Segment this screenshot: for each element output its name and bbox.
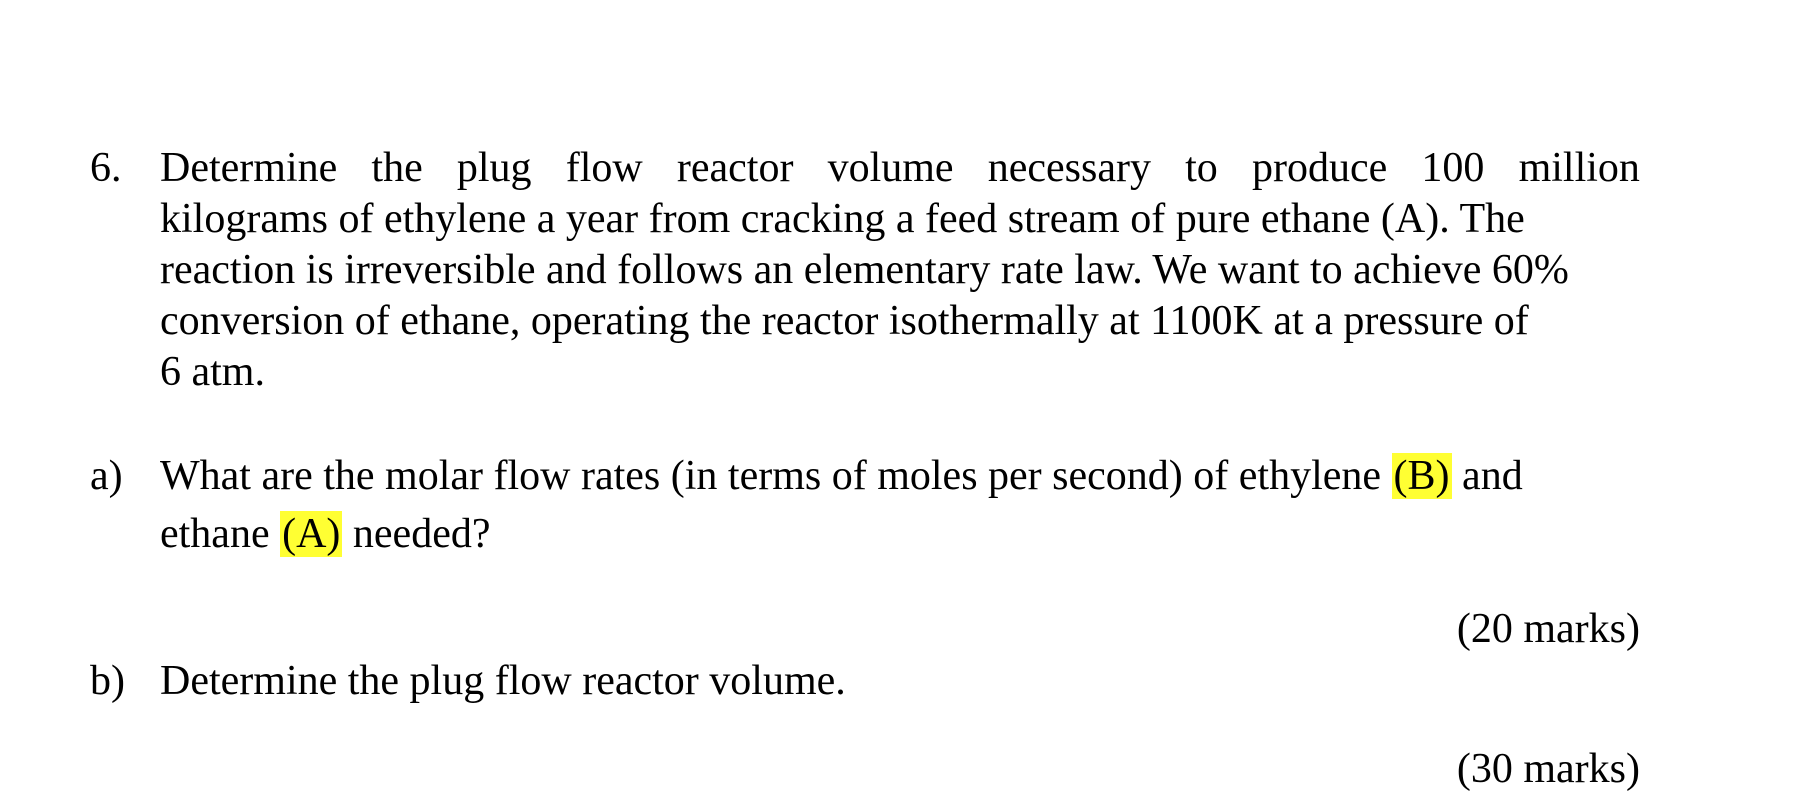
question-line-1 [160,142,1640,194]
part-a-line-2-tail: needed? [342,511,491,557]
question-word: the [371,145,423,191]
question-number: 6. [90,145,122,191]
question-line-5: 6 atm. [160,349,265,395]
part-a-line-1 [160,450,1523,502]
question-word: volume [827,145,954,191]
question-word: plug [456,145,532,191]
part-b-label: b) [90,658,125,704]
question-word: 100 [1421,145,1485,191]
question-word: flow [565,145,643,191]
question-word: reactor [676,145,794,191]
question-word: necessary [987,145,1151,191]
part-a-highlight-a: (A) [282,511,341,557]
part-a-marks: (20 marks) [1456,606,1640,652]
question-line-3: reaction is irreversible and follows an elementary rate law. We want to achieve 60% [160,247,1569,293]
question-word: to [1185,145,1218,191]
part-a-line-2 [160,508,490,560]
part-b-marks: (30 marks) [1456,746,1640,792]
part-a-label: a) [90,453,123,499]
part-b-text: Determine the plug flow reactor volume. [160,658,846,704]
question-line-2: kilograms of ethylene a year from cracking a feed stream of pure ethane (A). The [160,196,1525,242]
part-a-line-2-text: ethane [160,511,281,557]
part-a-line-1-text: What are the molar flow rates (in terms of moles per second) of ethylene [160,453,1392,499]
question-word: Determine [160,145,338,191]
question-line-4: conversion of ethane, operating the reactor isothermally at 1100K at a pressure of [160,298,1529,344]
part-a-highlight-b: (B) [1393,453,1450,499]
part-a-line-1-tail: and [1451,453,1523,499]
question-word: million [1518,145,1640,191]
question-word: produce [1251,145,1388,191]
